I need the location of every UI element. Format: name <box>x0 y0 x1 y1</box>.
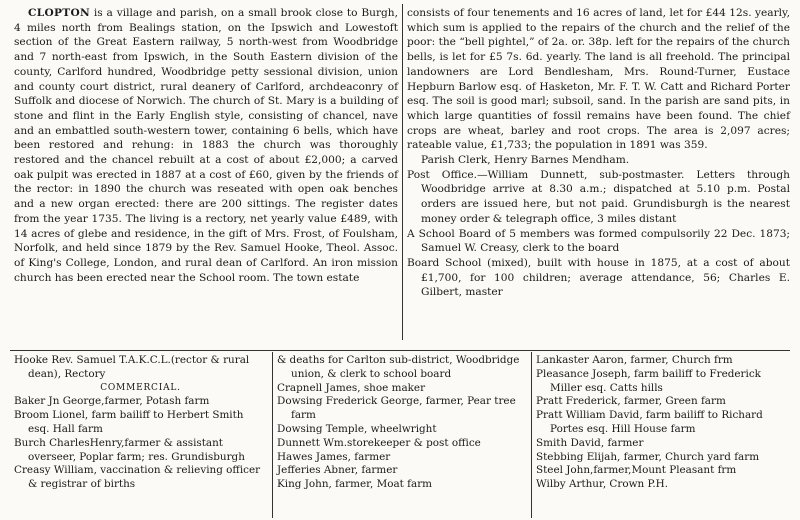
directory-entry: Pratt Frederick, farmer, Green farm <box>536 395 726 408</box>
description-text: is a village and parish, on a small brook close to Burgh, 4 miles north from Bealings station, on the Ipswich and Lowestoft section of the Great Eastern railway, 5 north-west from Woodbridge and 7 north-east from Ipswich, in the South Eastern division of the county, Carlford hundred, Woodbridge petty sessional division, union and county court district, rural deanery of Carlford, archdeaconry of Suffolk and diocese of Norwich. The church of St. Mary is a building of stone and flint in the Early English style, consisting of chancel, nave and an embattled south-western tower, containing 6 bells, which have been restored and rehung: in 1883 the church was thoroughly restored and the chancel rebuilt at a cost of about £2,000; a carved oak pulpit was erected in 1887 at a cost of £60, given by the friends of the rector: in 1890 the church was reseated with open oak benches and a new organ erected: there are 200 sittings. The register dates from the year 1735. The living is a rectory, net yearly value £489, with 14 acres of glebe and residence, in the gift of Mrs. Frost, of Foulsham, Norfolk, and held since 1879 by the Rev. Samuel Hooke, Theol. Assoc. of King's College, London, and rural dean of Carlford. An iron mission church has been erected near the School room. The town estate <box>14 7 398 284</box>
directory-divider <box>531 352 532 518</box>
directory-entry: Smith David, farmer <box>536 436 644 449</box>
directory-entry: Dowsing Frederick George, farmer, Pear tree farm <box>277 395 516 422</box>
directory-column-3 <box>536 354 790 492</box>
directory-entry: Steel John,farmer,Mount Pleasant frm <box>536 464 737 477</box>
directory-entry: Lankaster Aaron, farmer, Church frm <box>536 354 733 366</box>
directory-entry: Baker Jn George,farmer, Potash farm <box>14 395 210 408</box>
section-divider <box>10 350 790 351</box>
place-name: CLOPTON <box>28 7 90 19</box>
directory-entry: Dowsing Temple, wheelwright <box>277 422 437 435</box>
directory-entry: Pratt William David, farm bailiff to Richard Portes esq. Hill House farm <box>536 409 763 435</box>
column-divider <box>402 4 403 340</box>
town-estate-text: consists of four tenements and 16 acres of land, let for £44 12s. yearly, which sum is applied to the repairs of the church and the relief of the poor: the “bell pightel,” of 2a. or. 38p. left for the repairs of the church bells, is let for £5 7s. 6d. yearly. The land is all freehold. The principal landowners are Lord Bendlesham, Mrs. Round-Turner, Eustace Hepburn Barlow esq. of Hasketon, Mr. F. T. W. Catt and Richard Porter esq. The soil is good marl; subsoil, sand. In the parish are sand pits, in which large quantities of fossil remains have been found. The chief crops are wheat, barley and root crops. The area is 2,097 acres; rateable value, £1,733; the population in 1891 was 359. <box>407 7 790 152</box>
directory-entry: Crapnell James, shoe maker <box>277 381 426 394</box>
board-school: Board School (mixed), built with house in 1875, at a cost of about £1,700, for 100 children; average attendance, 56; Charles E. Gilbert, master <box>407 256 790 299</box>
directory-entry: Jefferies Abner, farmer <box>277 464 398 477</box>
directory-column-1 <box>14 354 267 492</box>
directory-entry: King John, farmer, Moat farm <box>277 478 433 491</box>
directory-entry: Pleasance Joseph, farm bailiff to Frederick Miller esq. Catts hills <box>536 367 761 394</box>
directory-entry: Stebbing Elijah, farmer, Church yard farm <box>536 450 760 463</box>
directory-entry: Broom Lionel, farm bailiff to Herbert Smith esq. Hall farm <box>14 409 244 435</box>
post-office: Post Office.—William Dunnett, sub-postmaster. Letters through Woodbridge arrive at 8.30 a.m.; dispatched at 5.10 p.m. Postal orders are issued here, but not paid. Grundisburgh is the nearest money order & telegraph office, 3 miles distant <box>407 168 790 225</box>
directory-entry: Hooke Rev. Samuel T.A.K.C.L.(rector & rural dean), Rectory <box>14 354 250 380</box>
directory-entry: Creasy William, vaccination & relieving officer & registrar of births <box>14 464 261 491</box>
commercial-heading: COMMERCIAL. <box>100 382 181 393</box>
directory-entry: Hawes James, farmer <box>277 450 391 463</box>
school-board: A School Board of 5 members was formed compulsorily 22 Dec. 1873; Samuel W. Creasy, clerk to the board <box>407 227 790 255</box>
directory-entry: Burch CharlesHenry,farmer & assistant overseer, Poplar farm; res. Grundisburgh <box>14 436 245 463</box>
directory-entry: Wilby Arthur, Crown P.H. <box>536 478 669 491</box>
parish-description-left <box>14 6 398 285</box>
directory-entry: Dunnett Wm.storekeeper & post office <box>277 436 481 449</box>
directory-divider <box>272 352 273 518</box>
clopton-description <box>14 6 398 285</box>
parish-clerk: Parish Clerk, Henry Barnes Mendham. <box>421 154 630 167</box>
directory-column-2 <box>277 354 527 492</box>
parish-description-right <box>407 6 790 300</box>
directory-entry: & deaths for Carlton sub-district, Woodbridge union, & clerk to school board <box>277 354 520 380</box>
